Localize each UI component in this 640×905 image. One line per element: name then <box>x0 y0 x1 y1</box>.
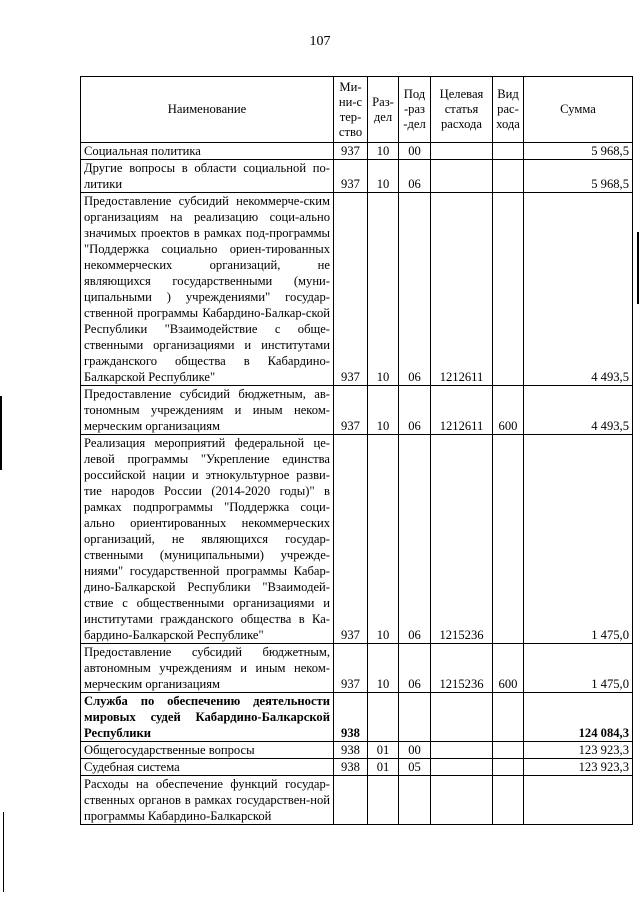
row-subsection: 06 <box>399 644 431 693</box>
row-expense-type <box>493 742 524 759</box>
row-amount: 4 493,5 <box>524 193 633 386</box>
row-amount: 5 968,5 <box>524 143 633 160</box>
header-target: Целевая статья расхода <box>431 77 493 143</box>
row-ministry: 937 <box>334 160 368 193</box>
table-row <box>81 143 633 160</box>
row-subsection: 00 <box>399 742 431 759</box>
table-row <box>81 742 633 759</box>
table-row <box>81 386 633 435</box>
table-row <box>81 193 633 386</box>
row-amount: 123 923,3 <box>524 759 633 776</box>
row-subsection: 05 <box>399 759 431 776</box>
row-section: 01 <box>368 742 399 759</box>
table-row <box>81 160 633 193</box>
row-name: Общегосударственные вопросы <box>81 742 334 759</box>
row-section: 10 <box>368 193 399 386</box>
row-section: 10 <box>368 435 399 644</box>
row-amount <box>524 776 633 825</box>
row-expense-type <box>493 193 524 386</box>
row-amount: 124 084,3 <box>524 693 633 742</box>
row-amount: 5 968,5 <box>524 160 633 193</box>
row-target <box>431 759 493 776</box>
row-subsection: 00 <box>399 143 431 160</box>
row-ministry: 937 <box>334 193 368 386</box>
header-section: Раз-дел <box>368 77 399 143</box>
row-amount: 1 475,0 <box>524 435 633 644</box>
row-expense-type: 600 <box>493 386 524 435</box>
row-target <box>431 776 493 825</box>
row-name: Реализация мероприятий федеральной це-левой программы "Укрепление единства российской нации и этнокультурное разви-тие народов России (2014-2020 годы)" в рамках подпрограммы "Поддержка соци-ально ориентированных некоммерческих организаций, не являющихся государ-ственными (муниципальными) учрежде-ниями" государственной программы Кабар-дино-Балкарской Республики "Взаимодей-ствие с общественными организациями и институтами гражданского общества в Ка-бардино-Балкарской Республике" <box>81 435 334 644</box>
scan-mark-left-bottom <box>3 812 4 892</box>
row-ministry <box>334 776 368 825</box>
table-row <box>81 693 633 742</box>
row-expense-type <box>493 160 524 193</box>
row-amount: 123 923,3 <box>524 742 633 759</box>
row-ministry: 938 <box>334 693 368 742</box>
row-ministry: 938 <box>334 759 368 776</box>
row-section: 10 <box>368 143 399 160</box>
row-name: Другие вопросы в области социальной по-литики <box>81 160 334 193</box>
row-target <box>431 742 493 759</box>
row-expense-type: 600 <box>493 644 524 693</box>
row-amount: 1 475,0 <box>524 644 633 693</box>
row-target <box>431 143 493 160</box>
row-subsection: 06 <box>399 160 431 193</box>
header-amount: Сумма <box>524 77 633 143</box>
header-ministry: Ми-ни-стер-ство <box>334 77 368 143</box>
row-name: Служба по обеспечению деятельности мировых судей Кабардино-Балкарской Республики <box>81 693 334 742</box>
row-name: Расходы на обеспечение функций государ-ственных органов в рамках государствен-ной программы Кабардино-Балкарской <box>81 776 334 825</box>
row-subsection <box>399 693 431 742</box>
row-section <box>368 776 399 825</box>
row-ministry: 937 <box>334 386 368 435</box>
row-section <box>368 693 399 742</box>
row-ministry: 938 <box>334 742 368 759</box>
row-target: 1212611 <box>431 386 493 435</box>
row-subsection: 06 <box>399 386 431 435</box>
table-row <box>81 759 633 776</box>
row-expense-type <box>493 435 524 644</box>
header-expense-type: Вид рас-хода <box>493 77 524 143</box>
row-section: 01 <box>368 759 399 776</box>
scan-mark-left <box>0 396 2 470</box>
table-row <box>81 776 633 825</box>
row-target <box>431 693 493 742</box>
row-expense-type <box>493 759 524 776</box>
row-amount: 4 493,5 <box>524 386 633 435</box>
row-name: Предоставление субсидий некоммерче-ским организациям на реализацию соци-ально значимых проектов в рамках под-программы "Поддержка социально ориен-тированных некоммерческих организаций, не являющихся государственными (муни-ципальными ) учреждениями" государ-ственной программы Кабардино-Балкар-ской Республики "Взаимодействие с обще-ственными организациями и институтами гражданского общества в Кабардино-Балкарской Республике" <box>81 193 334 386</box>
row-target <box>431 160 493 193</box>
row-ministry: 937 <box>334 435 368 644</box>
table-header-row <box>81 77 633 143</box>
row-expense-type <box>493 776 524 825</box>
scan-mark-right <box>637 232 639 304</box>
row-name: Предоставление субсидий бюджетным, ав-тономным учреждениям и иным неком-мерческим организациям <box>81 386 334 435</box>
row-section: 10 <box>368 160 399 193</box>
header-name: Наименование <box>81 77 334 143</box>
table-row <box>81 644 633 693</box>
header-subsection: Под-раз-дел <box>399 77 431 143</box>
row-section: 10 <box>368 644 399 693</box>
row-target: 1215236 <box>431 435 493 644</box>
row-name: Судебная система <box>81 759 334 776</box>
row-ministry: 937 <box>334 143 368 160</box>
row-ministry: 937 <box>334 644 368 693</box>
row-expense-type <box>493 693 524 742</box>
row-subsection: 06 <box>399 435 431 644</box>
table-row <box>81 435 633 644</box>
row-subsection <box>399 776 431 825</box>
budget-table <box>80 76 633 825</box>
row-name: Предоставление субсидий бюджетным, автономным учреждениям и иным неком-мерческим организациям <box>81 644 334 693</box>
row-section: 10 <box>368 386 399 435</box>
row-expense-type <box>493 143 524 160</box>
row-target: 1212611 <box>431 193 493 386</box>
row-subsection: 06 <box>399 193 431 386</box>
row-name: Социальная политика <box>81 143 334 160</box>
page-number: 107 <box>309 34 331 49</box>
row-target: 1215236 <box>431 644 493 693</box>
